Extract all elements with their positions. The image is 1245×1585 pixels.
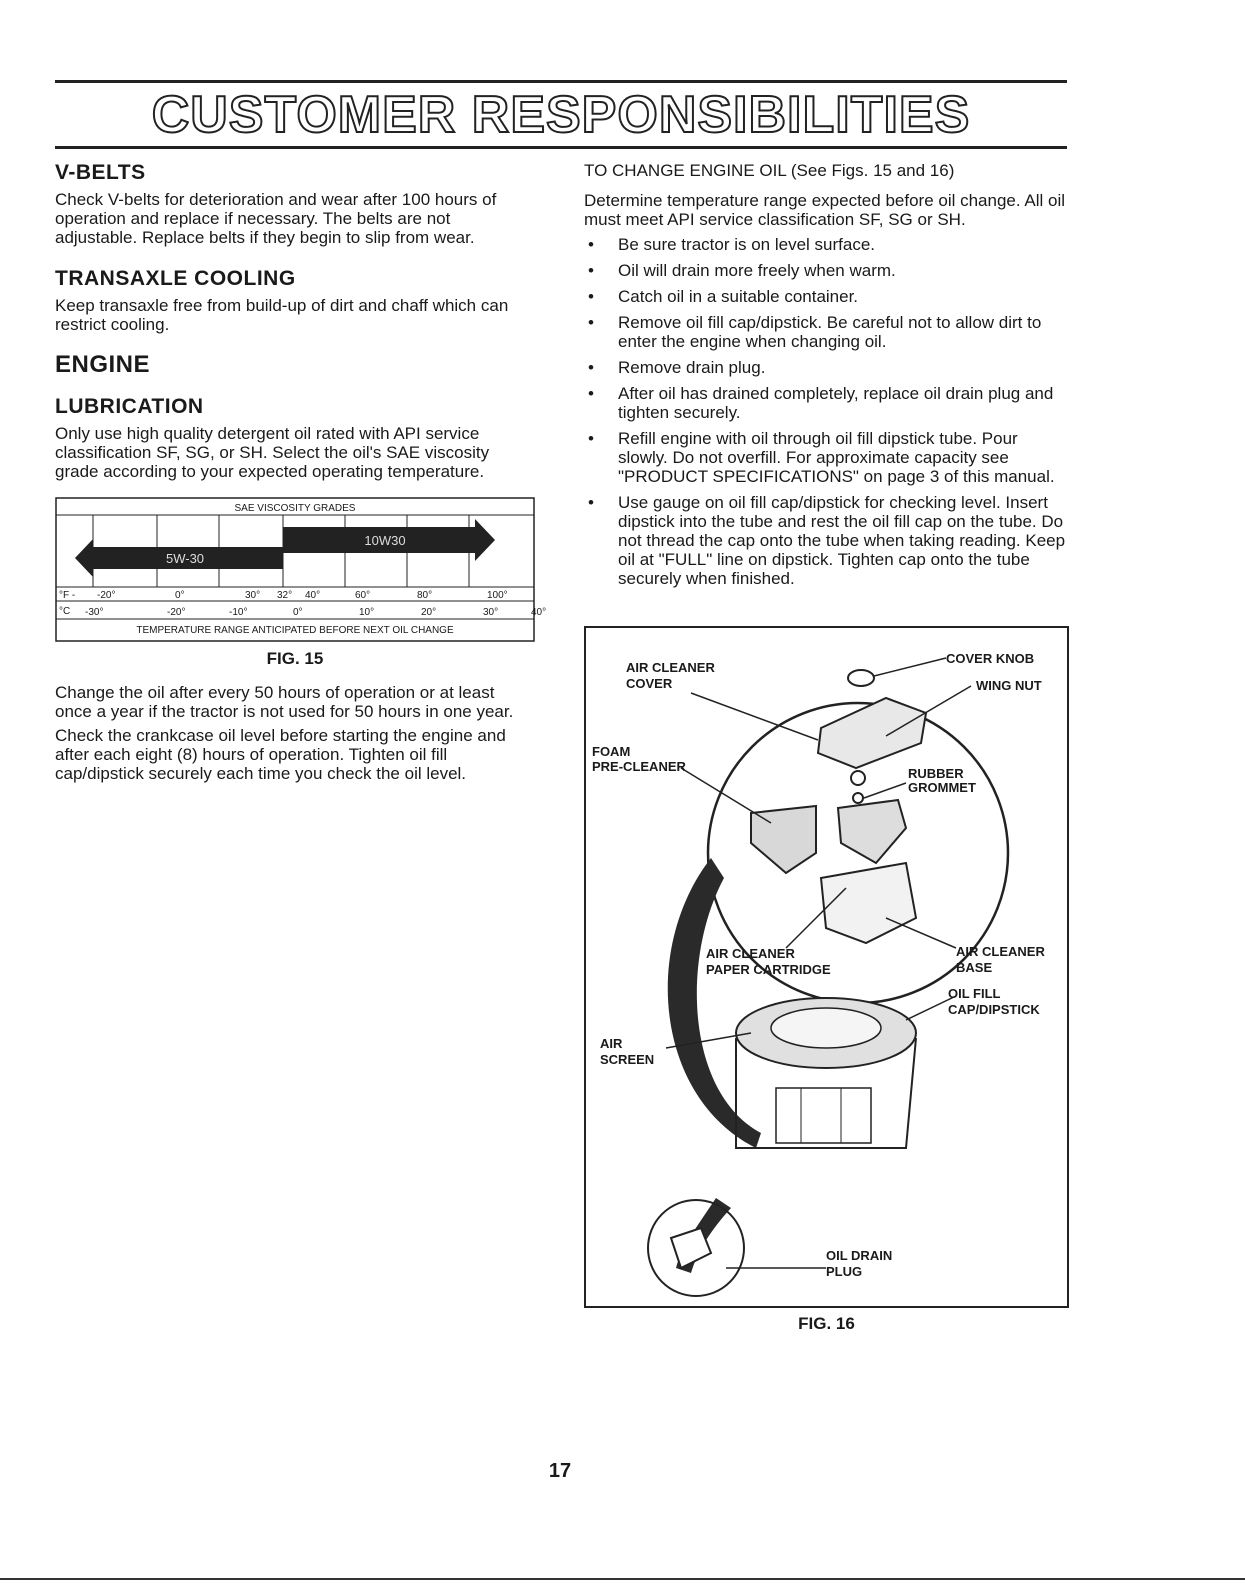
- page-number: 17: [548, 1460, 572, 1482]
- top-rule: [55, 80, 1067, 83]
- list-item: • Catch oil in a suitable container.: [588, 287, 859, 306]
- c-tick-label: -20°: [167, 607, 186, 618]
- oil-change-notes: [55, 683, 535, 783]
- chart-bottom-label: TEMPERATURE RANGE ANTICIPATED BEFORE NEXT OIL CHANGE: [136, 625, 454, 636]
- label-base-2: BASE: [956, 960, 993, 975]
- f-tick-label: 80°: [417, 590, 433, 601]
- f-tick-label: -20°: [97, 590, 116, 601]
- label-drain-2: PLUG: [826, 1264, 863, 1279]
- bullet-icon: •: [588, 429, 594, 448]
- engine-heading: ENGINE: [55, 351, 151, 378]
- bullet-icon: •: [588, 313, 594, 332]
- f-tick-label: 30°: [245, 590, 261, 601]
- vbelts-text: Check V-belts for deterioration and wear after 100 hours of operation and replace if necessary. The belts are not adjustable. Replace belts if they begin to slip from wear.: [55, 190, 497, 247]
- lubrication-text: Only use high quality detergent oil rated with API service classification SF, SG, or SH. Select the oil's SAE viscosity grade according to your expected operating temperature.: [55, 424, 490, 481]
- f-tick-label: 32°: [277, 590, 293, 601]
- bullet-icon: •: [588, 384, 594, 403]
- fig15-caption: FIG. 15: [266, 649, 324, 668]
- title-rule: [55, 146, 1067, 149]
- list-item: • Oil will drain more freely when warm.: [588, 261, 896, 280]
- check-oil-text: Check the crankcase oil level before starting the engine and after each eight (8) hours of operation. Tighten oil fill cap/dipstick securely each time you check the oil level.: [55, 726, 506, 783]
- viscosity-chart: [55, 497, 547, 647]
- engine-section: [55, 351, 150, 379]
- bullet-icon: •: [588, 493, 594, 512]
- list-item: • Remove oil fill cap/dipstick. Be careful not to allow dirt to enter the engine when changing oil.: [588, 313, 1042, 351]
- f-tick-label: 100°: [487, 590, 508, 601]
- chart-top-label: SAE VISCOSITY GRADES: [234, 503, 356, 514]
- label-screen-1: AIR: [600, 1036, 623, 1051]
- change-oil-text: Change the oil after every 50 hours of operation or at least once a year if the tractor is not used for 50 hours in one year.: [55, 683, 514, 721]
- label-air-cleaner-cover-2: COVER: [626, 676, 673, 691]
- label-base-1: AIR CLEANER: [956, 944, 1045, 959]
- fig16-caption: FIG. 16: [798, 1314, 855, 1333]
- transaxle-text: Keep transaxle free from build-up of dirt and chaff which can restrict cooling.: [55, 296, 509, 334]
- label-cover-knob: COVER KNOB: [946, 651, 1035, 666]
- f-unit: °F -: [59, 590, 76, 601]
- list-item: • Be sure tractor is on level surface.: [588, 235, 876, 254]
- label-wing-nut: WING NUT: [976, 678, 1042, 693]
- label-rubber-2: GROMMET: [908, 780, 976, 795]
- bullet-icon: •: [588, 358, 594, 377]
- list-item: • Use gauge on oil fill cap/dipstick for checking level. Insert dipstick into the tube and rest the oil fill cap on the tube. Do not thread the cap onto the tube when taking reading. Keep oil at "FULL" line on dipstick. Tighten cap onto the tube securely when finished.: [588, 493, 1066, 588]
- bullet-icon: •: [588, 287, 594, 306]
- vbelts-section: [55, 161, 535, 247]
- label-oilfill-2: CAP/DIPSTICK: [948, 1002, 1040, 1017]
- grade-10w30-label: 10W30: [364, 533, 406, 548]
- c-tick-label: -10°: [229, 607, 248, 618]
- fig16-diagram: [584, 626, 1069, 1308]
- list-item: • Remove drain plug.: [588, 358, 766, 377]
- c-tick-label: 0°: [293, 607, 303, 618]
- c-tick-label: 40°: [531, 607, 547, 618]
- f-tick-label: 40°: [305, 590, 321, 601]
- change-oil-steps: [584, 235, 1069, 595]
- bullet-icon: •: [588, 235, 594, 254]
- lubrication-section: [55, 395, 535, 481]
- bottom-rule: [0, 1578, 1245, 1580]
- label-screen-2: SCREEN: [600, 1052, 655, 1067]
- bullet-icon: •: [588, 261, 594, 280]
- lubrication-heading: LUBRICATION: [55, 395, 204, 418]
- label-paper-1: AIR CLEANER: [706, 946, 795, 961]
- f-tick-label: 60°: [355, 590, 371, 601]
- transaxle-section: [55, 267, 535, 334]
- label-foam-2: PRE-CLEANER: [592, 759, 686, 774]
- c-tick-label: 20°: [421, 607, 437, 618]
- f-tick-label: 0°: [175, 590, 185, 601]
- list-item: • Refill engine with oil through oil fill dipstick tube. Pour slowly. Do not overfill. For approximate capacity see "PRODUCT SPECIFICATIONS" on page 3 of this manual.: [588, 429, 1055, 486]
- label-paper-2: PAPER CARTRIDGE: [706, 962, 831, 977]
- engine-air-cleaner-drawing: [586, 628, 1067, 1306]
- label-oilfill-1: OIL FILL: [948, 986, 1001, 1001]
- change-oil-intro: Determine temperature range expected before oil change. All oil must meet API service classification SF, SG or SH.: [584, 191, 1066, 229]
- c-tick-label: 10°: [359, 607, 375, 618]
- vbelts-heading: V-BELTS: [55, 161, 146, 184]
- label-foam-1: FOAM: [592, 744, 631, 759]
- label-rubber-1: RUBBER: [908, 766, 964, 781]
- c-unit: °C: [59, 606, 71, 617]
- c-tick-label: -30°: [85, 607, 104, 618]
- change-oil-heading: TO CHANGE ENGINE OIL (See Figs. 15 and 16): [584, 161, 955, 180]
- grade-5w30-label: 5W-30: [165, 551, 205, 566]
- list-item: • After oil has drained completely, replace oil drain plug and tighten securely.: [588, 384, 1054, 422]
- label-drain-1: OIL DRAIN: [826, 1248, 893, 1263]
- c-tick-label: 30°: [483, 607, 499, 618]
- label-air-cleaner-cover-1: AIR CLEANER: [626, 660, 715, 675]
- transaxle-heading: TRANSAXLE COOLING: [55, 267, 296, 290]
- page-title: CUSTOMER RESPONSIBILITIES: [151, 86, 971, 144]
